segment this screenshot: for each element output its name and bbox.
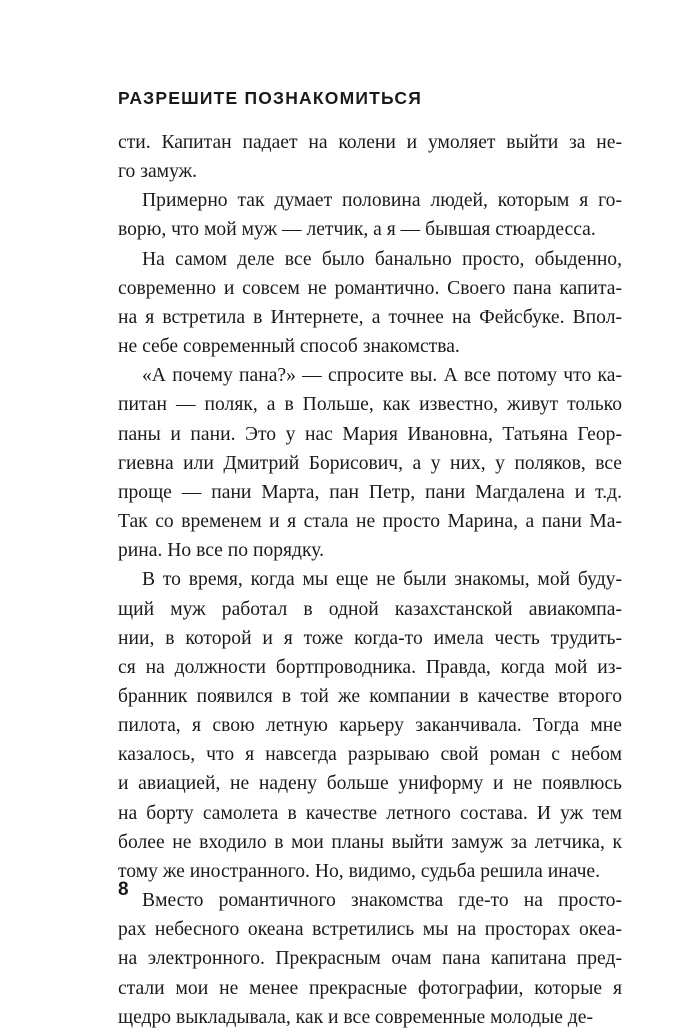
text-line: Примерно так думает половина людей, которым я го- <box>142 190 622 212</box>
paragraph <box>118 245 622 362</box>
text-line: проще — пани Марта, пан Петр, пани Магдалена и т.д. <box>118 481 622 503</box>
running-header: РАЗРЕШИТЕ ПОЗНАКОМИТЬСЯ <box>118 88 422 108</box>
text-line: На самом деле все было банально просто, обыденно, <box>142 248 622 270</box>
text-line: паны и пани. Это у нас Мария Ивановна, Татьяна Геор- <box>118 423 622 445</box>
text-line: рина. Но все по порядку. <box>118 540 324 562</box>
paragraph <box>118 128 622 186</box>
text-line: на борту самолета в качестве летного состава. И уж тем <box>118 802 622 824</box>
text-line: ворю, что мой муж — летчик, а я — бывшая стюардесса. <box>118 219 596 241</box>
text-line: го замуж. <box>118 161 198 183</box>
text-line: пилота, я свою летную карьеру заканчивала. Тогда мне <box>118 715 622 737</box>
text-line: и авиацией, не надену больше униформу и не появлюсь <box>118 773 622 795</box>
text-line: ся на должности бортпроводника. Правда, когда мой из- <box>118 656 622 678</box>
text-line: сти. Капитан падает на колени и умоляет выйти за не- <box>118 132 622 153</box>
text-line: гиевна или Дмитрий Борисович, а у них, у поляков, все <box>118 452 622 474</box>
text-line: Так со временем и я стала не просто Марина, а пани Ма- <box>118 511 622 533</box>
text-line: тому же иностранного. Но, видимо, судьба решила иначе. <box>118 860 601 882</box>
text-line: В то время, когда мы еще не были знакомы, мой буду- <box>142 569 622 591</box>
text-line: рах небесного океана встретились мы на просторах океа- <box>118 919 622 941</box>
text-line: на я встретила в Интернете, а точнее на Фейсбуке. Впол- <box>118 306 622 328</box>
paragraph <box>118 186 622 244</box>
text-line: щий муж работал в одной казахстанской авиакомпа- <box>118 598 622 620</box>
text-line: не себе современный способ знакомства. <box>118 336 460 358</box>
text-line: «А почему пана?» — спросите вы. А все потому что ка- <box>142 365 622 387</box>
text-line: современно и совсем не романтично. Своего пана капита- <box>118 277 622 299</box>
text-line: нии, в которой и я тоже когда-то имела честь трудить- <box>118 627 622 649</box>
text-line: бранник появился в той же компании в качестве второго <box>118 685 622 707</box>
paragraph <box>118 565 622 886</box>
text-line: питан — поляк, а в Польше, как известно, живут только <box>118 394 622 416</box>
paragraph <box>118 886 622 1032</box>
text-line: щедро выкладывала, как и все современные молодые де- <box>118 1006 593 1028</box>
text-line: казалось, что я навсегда разрываю свой роман с небом <box>118 744 622 766</box>
text-line: более не входило в мои планы выйти замуж за летчика, к <box>118 831 622 853</box>
page-number: 8 <box>118 879 129 900</box>
text-line: стали мои не менее прекрасные фотографии, которые я <box>118 977 622 999</box>
text-line: Вместо романтичного знакомства где-то на просто- <box>142 890 622 912</box>
body-text <box>118 128 622 1032</box>
paragraph <box>118 361 622 565</box>
text-line: на электронного. Прекрасным очам пана капитана пред- <box>118 948 622 970</box>
